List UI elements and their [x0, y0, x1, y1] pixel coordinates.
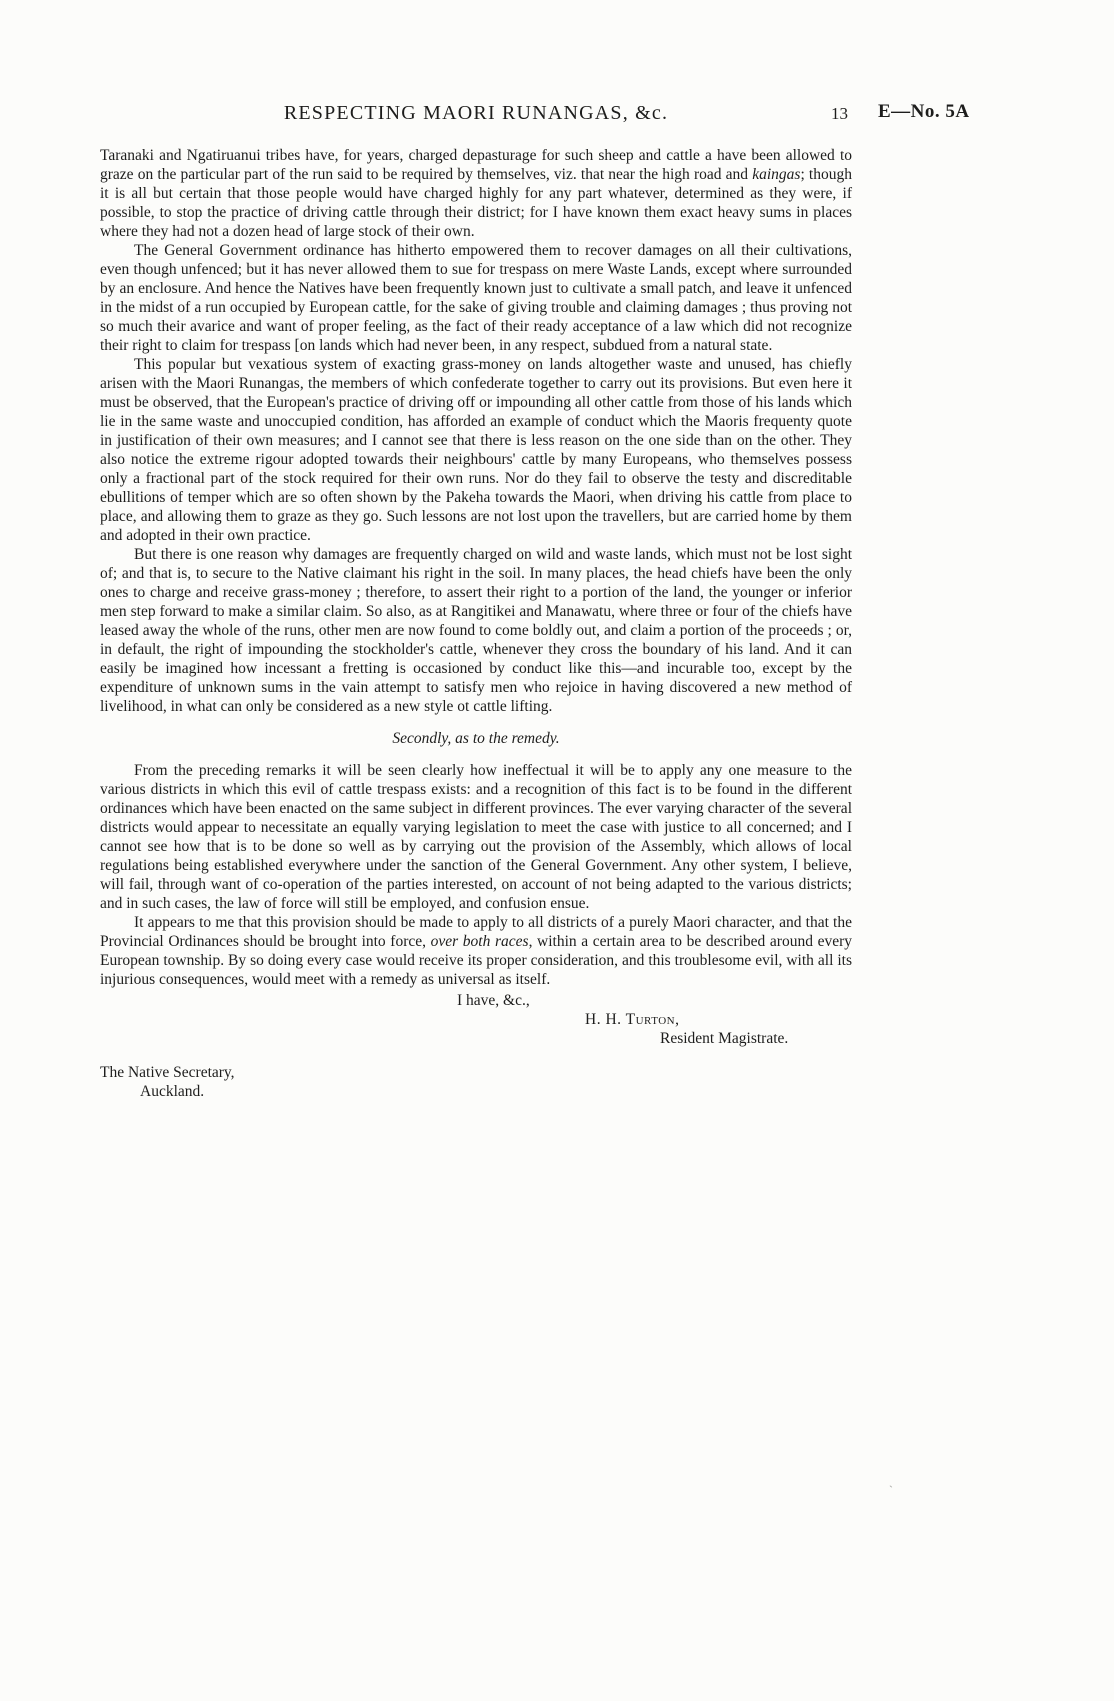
section-heading: Secondly, as to the remedy.: [392, 730, 560, 747]
paragraph: From the preceding remarks it will be seen clearly how ineffectual it will be to apply any one measure to the various districts in which this evil of cattle trespass exists: and a recognition of this fact is to be found in the different ordinances which have been enacted on the same subject in different provinces. The ever varying character of the several districts would appear to necessitate an equally varying legislation to meet the case with justice to all concerned; and I cannot see how that is to be done so well as by carrying out the provision of the Assembly, which allows of local regulations being established everywhere under the sanction of the General Government. Any other system, I believe, will fail, through want of co-operation of the parties interested, on account of not being adapted to the various districts; and in such cases, the law of force will still be employed, and confusion ensue.: [100, 762, 852, 912]
paragraph: But there is one reason why damages are frequently charged on wild and waste lands, which must not be lost sight of; and that is, to secure to the Native claimant his right in the soil. In many places, the head chiefs have been the only ones to charge and receive grass-money ; therefore, to assert their right to a portion of the land, the younger or inferior men step forward to make a similar claim. So also, as at Rangitikei and Manawatu, where three or four of the chiefs have leased away the whole of the runs, other men are now found to come boldly out, and claim a portion of the proceeds ; or, in default, the right of impounding the stockholder's cattle, whenever they cross the boundary of his land. And it can easily be imagined how incessant a fretting is occasioned by conduct like this—and incurable too, except by the expenditure of unknown sums in the vain attempt to satisfy men who rejoice in having discovered a new method of livelihood, in what can only be considered as a new style ot cattle lifting.: [100, 546, 852, 715]
signature-title: Resident Magistrate.: [660, 1030, 789, 1047]
page-header: [100, 102, 852, 130]
paragraph: The General Government ordinance has hitherto empowered them to recover damages on all their cultivations, even though unfenced; but it has never allowed them to sue for trespass on mere Waste Lands, except where surrounded by an enclosure. And hence the Natives have been frequently known just to cultivate a small patch, and leave it unfenced in the midst of a run occupied by European cattle, for the sake of giving trouble and claiming damages ; thus proving not so much their avarice and want of proper feeling, as the fact of their ready acceptance of a law which did not recognize their right to claim for trespass [on lands which had never been, in any respect, subdued from a natural state.: [100, 242, 852, 354]
running-title: RESPECTING MAORI RUNANGAS, &c.: [283, 102, 669, 124]
closing-block: [100, 991, 852, 1048]
scan-artifact: `: [889, 1483, 893, 1497]
paragraph: This popular but vexatious system of exacting grass-money on lands altogether waste and unused, has chiefly arisen with the Maori Runangas, the members of which confederate together to carry out its provisions. But even here it must be observed, that the European's practice of driving off or impounding all other cattle from those of his lands which lie in the same waste and unoccupied condition, has afforded an example of conduct which the Maoris frequenty quote in justification of their own measures; and I cannot see that there is less reason on the one side than on the other. They also notice the extreme rigour adopted towards their neighbours' cattle by many Europeans, who themselves possess only a fractional part of the stock required for their own runs. Nor do they fail to observe the testy and discreditable ebullitions of temper which are so often shown by the Pakeha towards the Maori, when driving his cattle from place to place, and allowing them to graze as they go. Such lessons are not lost upon the travellers, but are carried home by them and adopted in their own practice.: [100, 356, 852, 544]
page-number: 13: [831, 104, 848, 123]
addressee-name: The Native Secretary,: [100, 1064, 235, 1081]
addressee-place: Auckland.: [140, 1083, 205, 1100]
paragraph: Taranaki and Ngatiruanui tribes have, for years, charged depasturage for such sheep and cattle a have been allowed to graze on the particular part of the run said to be required by themselves, viz. that near the high road and kaingas; though it is all but certain that those people would have charged highly for any part whatever, determined as they were, if possible, to stop the practice of driving cattle through their district; for I have known them exact heavy sums in places where they had not a dozen head of large stock of their own.: [100, 147, 852, 240]
signature-name: H. H. Turton,: [585, 1011, 680, 1028]
paragraph: It appears to me that this provision should be made to apply to all districts of a purely Maori character, and that the Provincial Ordinances should be brought into force, over both races, within a certain area to be described around every European township. By so doing every case would receive its proper consideration, and this troublesome evil, with all its injurious consequences, would meet with a remedy as universal as itself.: [100, 914, 853, 988]
addressee-block: [100, 1063, 852, 1101]
document-reference: E—No. 5A: [878, 101, 970, 122]
closing-salutation: I have, &c.,: [457, 992, 530, 1009]
letter-body: [100, 146, 852, 1101]
